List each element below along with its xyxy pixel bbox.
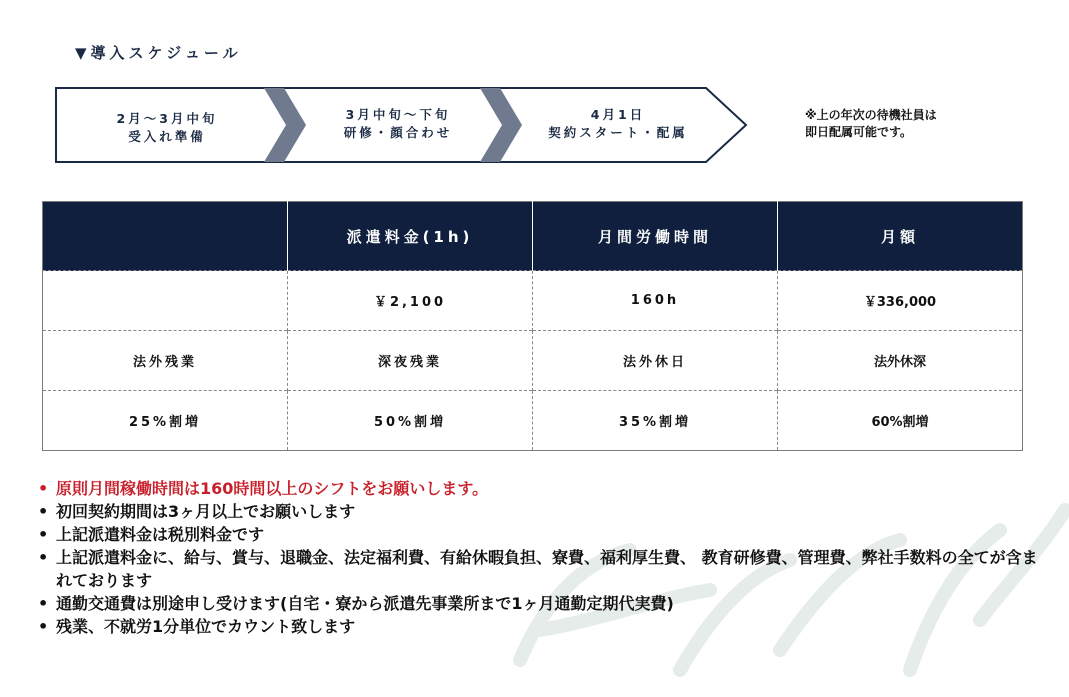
schedule-step-3 [528,106,708,142]
table-cell: ￥2,100 [288,271,533,331]
list-item: • 上記派遣料金に、給与、賞与、退職金、法定福利費、有給休暇負担、寮費、福利厚生費、 教育研修費、管理費、弊社手数料の全てが含まれております [36,546,1046,592]
schedule-step-1 [92,110,242,146]
table-cell: 160h [533,271,778,331]
table-cell: ￥336,000 [778,271,1023,331]
list-item: • 初回契約期間は3ヶ月以上でお願いします [36,500,1046,523]
table-cell: 法外残業 [43,331,288,391]
header-dispatch-fee: 派遣料金(1h) [288,202,533,271]
schedule-step-2 [318,106,478,142]
step-1-period: 2月～3月中旬 [116,111,218,126]
table-cell: 深夜残業 [288,331,533,391]
header-empty [43,202,288,271]
step-2-task: 研修・顔合わせ [343,125,453,140]
step-3-task: 契約スタート・配属 [548,125,688,140]
list-item: • 原則月間稼働時間は160時間以上のシフトをお願いします。 [36,477,1046,500]
table-cell: 35%割増 [533,391,778,451]
step-1-task: 受入れ準備 [128,129,206,144]
section-title: ▼導入スケジュール [75,44,242,62]
step-2-period: 3月中旬～下旬 [345,107,451,122]
header-monthly-hours: 月間労働時間 [533,202,778,271]
table-cell: 法外休日 [533,331,778,391]
schedule-note [805,107,937,141]
list-item: • 上記派遣料金は税別料金です [36,523,1046,546]
table-cell: 60%割増 [778,391,1023,451]
table-cell: 25%割増 [43,391,288,451]
table-row [43,271,1023,331]
table-cell: 法外休深 [778,331,1023,391]
list-item: • 残業、不就労1分単位でカウント致します [36,615,1046,638]
note-line-2: 即日配属可能です。 [805,125,913,139]
table-header-row [43,202,1023,271]
list-item: • 通勤交通費は別途申し受けます(自宅・寮から派遣先事業所まで1ヶ月通勤定期代実費) [36,592,1046,615]
table-cell: 50%割増 [288,391,533,451]
header-monthly-amount: 月額 [778,202,1023,271]
step-3-period: 4月1日 [590,107,646,122]
table-row [43,331,1023,391]
note-line-1: ※上の年次の待機社員は [805,108,937,122]
terms-list [36,477,1046,638]
rate-table [42,201,1023,451]
table-cell [43,271,288,331]
table-row [43,391,1023,451]
